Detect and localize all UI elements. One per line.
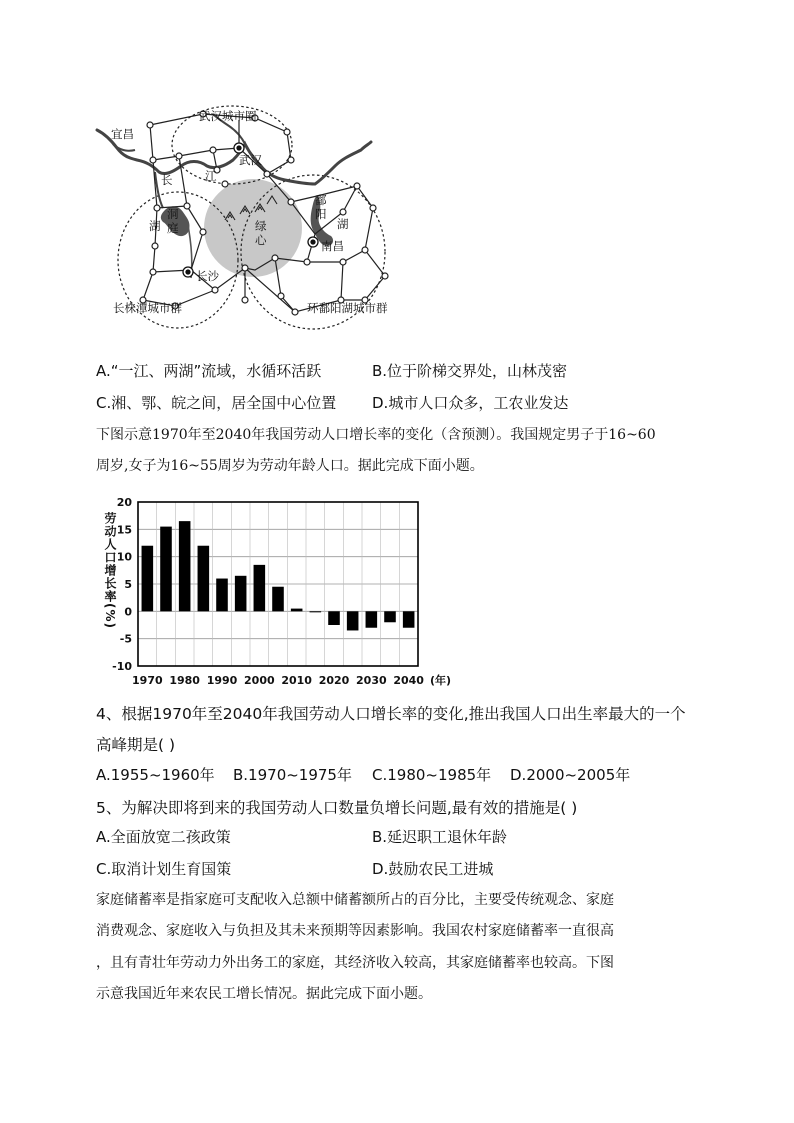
q3-option-d: D.城市人口众多，工农业发达 — [372, 394, 569, 412]
bar-2025 — [347, 611, 359, 630]
bar-1970 — [142, 546, 154, 612]
q5-option-b: B.延迟职工退休年龄 — [372, 828, 508, 846]
bar-2035 — [384, 611, 396, 622]
x-tick-label: 1970 — [132, 674, 163, 687]
bar-2015 — [310, 611, 322, 612]
label-po: 鄱 — [315, 193, 327, 207]
bar-1985 — [198, 546, 210, 612]
intro2-line1: 家庭储蓄率是指家庭可支配收入总额中储蓄额所占的百分比，主要受传统观念、家庭 — [96, 892, 614, 908]
labor-growth-chart — [96, 494, 466, 694]
label-poyang-group: 环鄱阳湖城市群 — [307, 301, 388, 315]
x-tick-label: 2010 — [281, 674, 312, 687]
y-tick-label: 15 — [116, 523, 132, 537]
label-changsha: 长沙 — [196, 269, 219, 283]
y-tick-label: 5 — [124, 578, 132, 591]
label-yang: 阳 — [315, 207, 327, 221]
y-axis-label: 劳动人口增长率(%) — [103, 512, 117, 629]
q5-option-c: C.取消计划生育国策 — [96, 860, 232, 878]
bar-2010 — [291, 609, 303, 612]
q4-stem-line2: 高峰期是( ) — [96, 736, 176, 754]
x-tick-label: 1980 — [169, 674, 200, 687]
x-tick-label: 2000 — [244, 674, 275, 687]
label-chang: 长 — [161, 173, 173, 187]
y-tick-label: -5 — [119, 632, 132, 646]
q3-option-a: A.“一江、两湖”流域，水循环活跃 — [96, 362, 322, 380]
q3-option-b: B.位于阶梯交界处，山林茂密 — [372, 362, 568, 380]
y-tick-label: 20 — [116, 496, 132, 509]
city-cluster-map — [95, 100, 405, 335]
intro2-line3: ，且有青壮年劳动力外出务工的家庭，其经济收入较高，其家庭储蓄率也较高。下图 — [96, 955, 614, 971]
label-dong: 洞 — [167, 207, 179, 221]
bar-2000 — [254, 565, 266, 611]
intro2-line4: 示意我国近年来农民工增长情况。据此完成下面小题。 — [96, 986, 432, 1002]
y-tick-label: 10 — [116, 550, 132, 564]
x-tick-label: 2030 — [356, 674, 387, 687]
q4-option-a: A.1955~1960年 — [96, 766, 215, 784]
label-hu1: 湖 — [149, 219, 161, 233]
q5-option-a: A.全面放宽二孩政策 — [96, 828, 231, 846]
label-hu2: 湖 — [337, 217, 349, 231]
bar-2040 — [403, 611, 415, 627]
x-tick-label: 2020 — [318, 674, 350, 687]
q4-option-b: B.1970~1975年 — [233, 766, 352, 784]
bar-2020 — [328, 611, 340, 625]
intro1-line2: 周岁,女子为16~55周岁为劳动年龄人口。据此完成下面小题。 — [96, 458, 484, 474]
x-tick-label: 2040 — [393, 674, 424, 687]
label-jiang: 江 — [205, 169, 217, 183]
label-yichang: 宜昌 — [111, 127, 134, 141]
label-wuhan-circle: 武汉城市圈 — [199, 109, 257, 123]
q4-stem-line1: 4、根据1970年至2040年我国劳动人口增长率的变化,推出我国人口出生率最大的一个 — [96, 705, 686, 723]
bar-2030 — [366, 611, 378, 627]
label-czt: 长株潭城市群 — [113, 301, 182, 315]
label-wuhan: 武汉 — [239, 153, 262, 167]
bar-1980 — [179, 521, 191, 611]
y-tick-label: -10 — [112, 660, 132, 673]
q4-option-c: C.1980~1985年 — [372, 766, 492, 784]
bar-1990 — [216, 579, 228, 612]
q4-option-d: D.2000~2005年 — [510, 766, 631, 784]
bar-1995 — [235, 576, 247, 612]
green-heart-area — [204, 179, 302, 277]
intro1-line1: 下图示意1970年至2040年我国劳动人口增长率的变化（含预测）。我国规定男子于16~60 — [96, 427, 656, 443]
x-axis-unit: (年) — [430, 674, 452, 687]
q5-stem: 5、为解决即将到来的我国劳动人口数量负增长问题,最有效的措施是( ) — [96, 799, 578, 817]
intro2-line2: 消费观念、家庭收入与负担及其未来预期等因素影响。我国农村家庭储蓄率一直很高 — [96, 923, 614, 939]
label-ting: 庭 — [167, 221, 179, 235]
q3-option-c: C.湘、鄂、皖之间，居全国中心位置 — [96, 394, 337, 412]
bar-1975 — [160, 527, 172, 612]
x-tick-label: 1990 — [206, 674, 238, 687]
label-green1: 绿 — [255, 219, 267, 233]
q5-option-d: D.鼓励农民工进城 — [372, 860, 494, 878]
y-tick-label: 0 — [124, 605, 132, 619]
yangtze-river — [97, 130, 371, 184]
bar-2005 — [272, 587, 284, 612]
label-nanchang: 南昌 — [321, 239, 344, 253]
label-green2: 心 — [255, 233, 267, 247]
